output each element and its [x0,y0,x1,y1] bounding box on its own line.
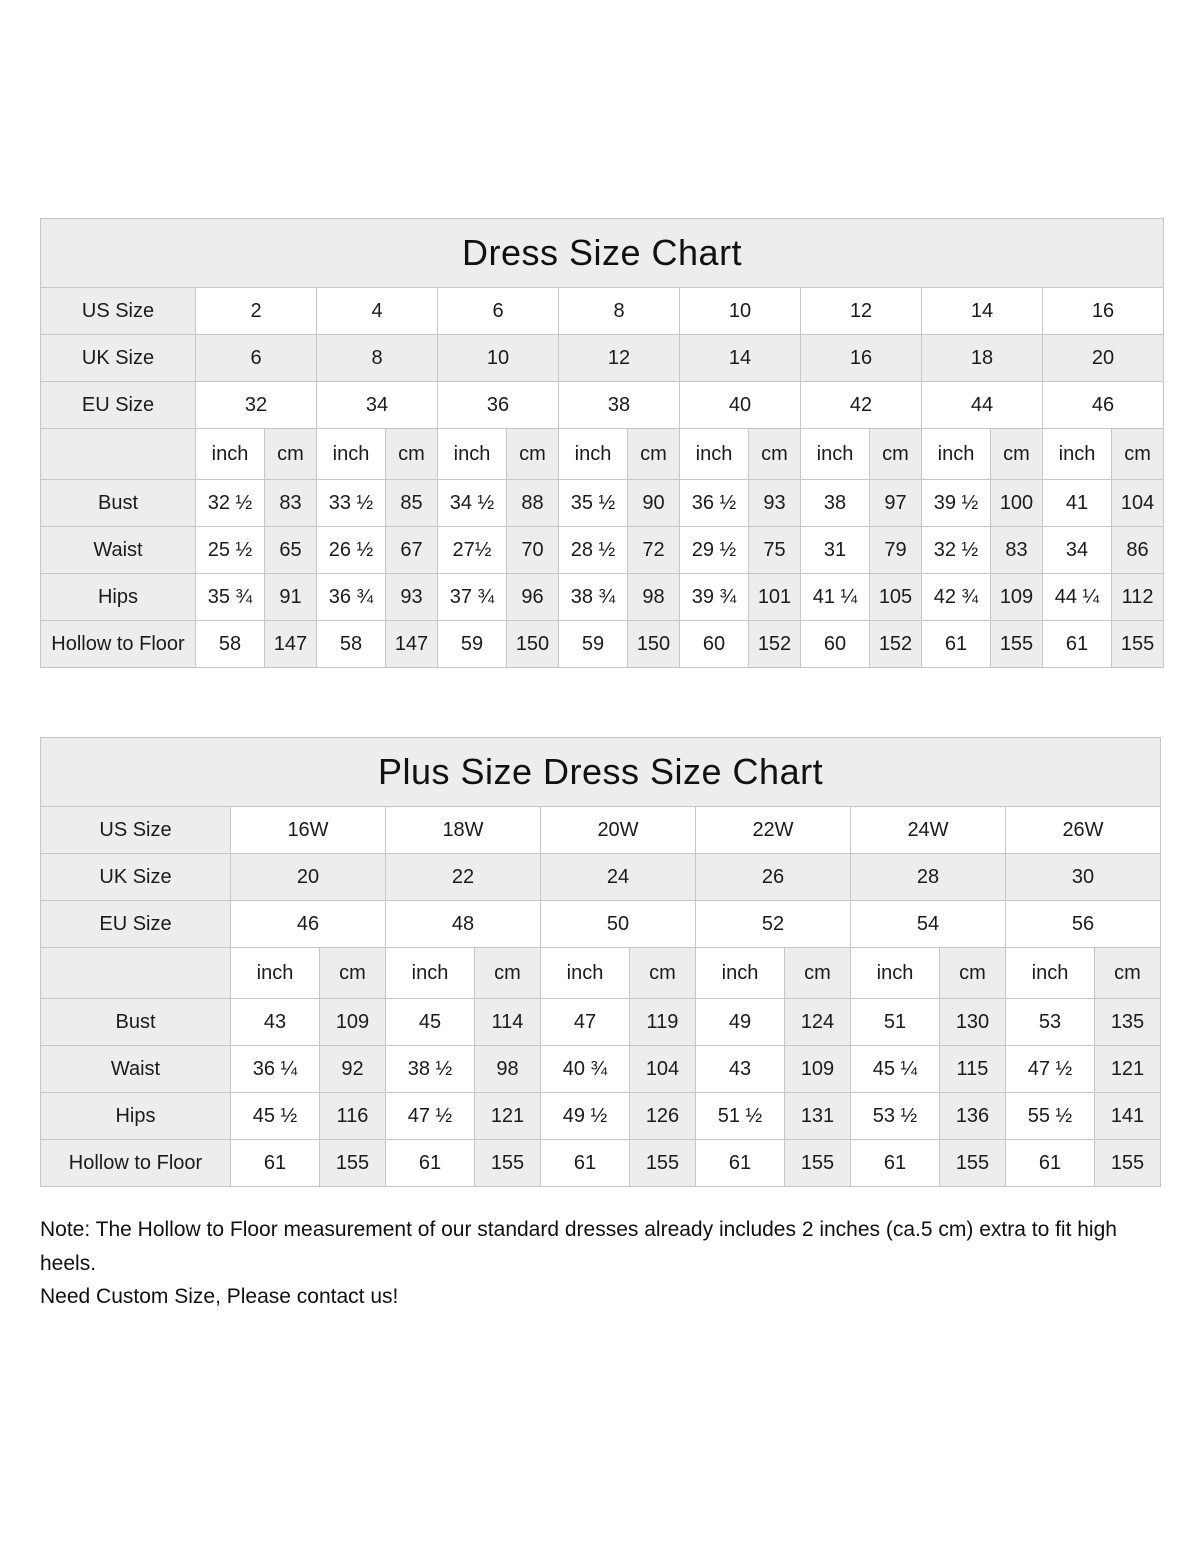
measure-cm-value: 70 [507,527,559,574]
measure-inch-value: 51 ½ [696,1093,785,1140]
plus-size-dress-size-chart [40,737,1160,1187]
size-value-cell: 20 [231,854,386,901]
measure-cm-value: 116 [320,1093,386,1140]
measure-inch-value: 61 [1006,1140,1095,1187]
row-label: Hips [41,1093,231,1140]
row-label: US Size [41,807,231,854]
unit-cm-header: cm [940,948,1006,999]
measure-cm-value: 155 [475,1140,541,1187]
measure-row [41,999,1161,1046]
unit-header-row [41,948,1161,999]
size-table [40,218,1164,668]
row-label: Waist [41,527,196,574]
note-custom-size: Need Custom Size, Please contact us! [40,1285,399,1309]
measure-cm-value: 67 [386,527,438,574]
measure-inch-value: 36 ¼ [231,1046,320,1093]
measure-inch-value: 34 ½ [438,480,507,527]
measure-cm-value: 141 [1095,1093,1161,1140]
measure-inch-value: 38 ¾ [559,574,628,621]
unit-cm-header: cm [320,948,386,999]
measure-inch-value: 41 ¼ [801,574,870,621]
unit-inch-header: inch [1043,429,1112,480]
size-value-cell: 26 [696,854,851,901]
measure-inch-value: 58 [196,621,265,668]
measure-inch-value: 36 ½ [680,480,749,527]
measure-inch-value: 61 [231,1140,320,1187]
measure-cm-value: 86 [1112,527,1164,574]
row-label: EU Size [41,382,196,429]
measure-inch-value: 38 [801,480,870,527]
measure-cm-value: 98 [628,574,680,621]
measure-inch-value: 47 [541,999,630,1046]
measure-inch-value: 37 ¾ [438,574,507,621]
size-value-cell: 6 [196,335,317,382]
size-value-cell: 12 [801,288,922,335]
measure-inch-value: 44 ¼ [1043,574,1112,621]
unit-inch-header: inch [317,429,386,480]
row-label: EU Size [41,901,231,948]
measure-cm-value: 65 [265,527,317,574]
unit-inch-header: inch [696,948,785,999]
unit-inch-header: inch [196,429,265,480]
measure-cm-value: 136 [940,1093,1006,1140]
unit-cm-header: cm [386,429,438,480]
size-value-cell: 22W [696,807,851,854]
size-value-cell: 52 [696,901,851,948]
row-label: Bust [41,480,196,527]
measure-cm-value: 126 [630,1093,696,1140]
measure-inch-value: 60 [680,621,749,668]
measure-inch-value: 39 ¾ [680,574,749,621]
measure-inch-value: 49 ½ [541,1093,630,1140]
measure-inch-value: 38 ½ [386,1046,475,1093]
size-value-cell: 16 [1043,288,1164,335]
measure-inch-value: 61 [922,621,991,668]
measure-inch-value: 34 [1043,527,1112,574]
unit-cm-header: cm [265,429,317,480]
measure-row [41,527,1164,574]
measure-cm-value: 92 [320,1046,386,1093]
size-value-cell: 10 [680,288,801,335]
measure-cm-value: 155 [1095,1140,1161,1187]
size-table [40,737,1161,1187]
size-value-cell: 22 [386,854,541,901]
row-label [41,948,231,999]
size-value-cell: 24 [541,854,696,901]
unit-inch-header: inch [559,429,628,480]
size-row [41,335,1164,382]
measure-inch-value: 31 [801,527,870,574]
measure-cm-value: 91 [265,574,317,621]
measure-inch-value: 35 ¾ [196,574,265,621]
measure-cm-value: 114 [475,999,541,1046]
measure-cm-value: 135 [1095,999,1161,1046]
size-value-cell: 16 [801,335,922,382]
size-value-cell: 12 [559,335,680,382]
measure-row [41,1046,1161,1093]
size-value-cell: 50 [541,901,696,948]
measure-cm-value: 121 [475,1093,541,1140]
measure-cm-value: 93 [386,574,438,621]
measure-inch-value: 25 ½ [196,527,265,574]
row-label: UK Size [41,335,196,382]
size-value-cell: 14 [680,335,801,382]
unit-cm-header: cm [507,429,559,480]
measure-inch-value: 33 ½ [317,480,386,527]
measure-cm-value: 97 [870,480,922,527]
measure-cm-value: 155 [630,1140,696,1187]
size-value-cell: 46 [1043,382,1164,429]
size-value-cell: 38 [559,382,680,429]
notes-section [40,1213,1160,1314]
size-value-cell: 20W [541,807,696,854]
measure-inch-value: 47 ½ [1006,1046,1095,1093]
measure-inch-value: 39 ½ [922,480,991,527]
unit-inch-header: inch [851,948,940,999]
measure-inch-value: 36 ¾ [317,574,386,621]
measure-inch-value: 49 [696,999,785,1046]
measure-row [41,1140,1161,1187]
measure-inch-value: 61 [541,1140,630,1187]
chart-title: Plus Size Dress Size Chart [41,738,1161,807]
unit-inch-header: inch [922,429,991,480]
size-value-cell: 8 [317,335,438,382]
measure-cm-value: 155 [940,1140,1006,1187]
size-row [41,854,1161,901]
measure-cm-value: 119 [630,999,696,1046]
unit-cm-header: cm [1112,429,1164,480]
size-value-cell: 34 [317,382,438,429]
measure-inch-value: 26 ½ [317,527,386,574]
size-value-cell: 2 [196,288,317,335]
size-row [41,288,1164,335]
measure-cm-value: 100 [991,480,1043,527]
unit-inch-header: inch [231,948,320,999]
measure-cm-value: 88 [507,480,559,527]
measure-inch-value: 55 ½ [1006,1093,1095,1140]
size-value-cell: 20 [1043,335,1164,382]
measure-row [41,621,1164,668]
measure-row [41,1093,1161,1140]
measure-inch-value: 61 [851,1140,940,1187]
size-value-cell: 24W [851,807,1006,854]
row-label: US Size [41,288,196,335]
measure-inch-value: 43 [231,999,320,1046]
measure-inch-value: 45 ¼ [851,1046,940,1093]
size-value-cell: 4 [317,288,438,335]
measure-inch-value: 41 [1043,480,1112,527]
size-value-cell: 10 [438,335,559,382]
measure-inch-value: 27½ [438,527,507,574]
measure-inch-value: 47 ½ [386,1093,475,1140]
measure-cm-value: 155 [991,621,1043,668]
measure-cm-value: 109 [320,999,386,1046]
unit-header-row [41,429,1164,480]
measure-inch-value: 60 [801,621,870,668]
size-value-cell: 36 [438,382,559,429]
measure-cm-value: 79 [870,527,922,574]
unit-inch-header: inch [438,429,507,480]
size-row [41,901,1161,948]
size-value-cell: 18W [386,807,541,854]
size-value-cell: 46 [231,901,386,948]
measure-cm-value: 147 [265,621,317,668]
measure-cm-value: 98 [475,1046,541,1093]
size-value-cell: 14 [922,288,1043,335]
measure-inch-value: 32 ½ [922,527,991,574]
size-value-cell: 56 [1006,901,1161,948]
unit-cm-header: cm [749,429,801,480]
measure-inch-value: 42 ¾ [922,574,991,621]
measure-cm-value: 155 [320,1140,386,1187]
measure-cm-value: 104 [630,1046,696,1093]
unit-cm-header: cm [628,429,680,480]
unit-inch-header: inch [680,429,749,480]
measure-cm-value: 112 [1112,574,1164,621]
measure-inch-value: 28 ½ [559,527,628,574]
measure-cm-value: 104 [1112,480,1164,527]
measure-cm-value: 72 [628,527,680,574]
measure-inch-value: 45 ½ [231,1093,320,1140]
measure-inch-value: 58 [317,621,386,668]
size-value-cell: 26W [1006,807,1161,854]
measure-inch-value: 59 [438,621,507,668]
size-value-cell: 30 [1006,854,1161,901]
measure-cm-value: 115 [940,1046,1006,1093]
measure-cm-value: 152 [870,621,922,668]
size-value-cell: 40 [680,382,801,429]
measure-row [41,574,1164,621]
unit-inch-header: inch [541,948,630,999]
row-label: Hollow to Floor [41,621,196,668]
chart-title: Dress Size Chart [41,219,1164,288]
measure-cm-value: 150 [628,621,680,668]
measure-row [41,480,1164,527]
size-value-cell: 42 [801,382,922,429]
row-label: UK Size [41,854,231,901]
measure-cm-value: 93 [749,480,801,527]
size-value-cell: 32 [196,382,317,429]
measure-cm-value: 155 [785,1140,851,1187]
row-label: Hips [41,574,196,621]
measure-cm-value: 75 [749,527,801,574]
row-label: Hollow to Floor [41,1140,231,1187]
size-value-cell: 16W [231,807,386,854]
measure-inch-value: 53 ½ [851,1093,940,1140]
measure-inch-value: 43 [696,1046,785,1093]
unit-cm-header: cm [870,429,922,480]
measure-inch-value: 35 ½ [559,480,628,527]
size-value-cell: 54 [851,901,1006,948]
unit-inch-header: inch [1006,948,1095,999]
size-value-cell: 48 [386,901,541,948]
unit-inch-header: inch [801,429,870,480]
measure-inch-value: 45 [386,999,475,1046]
unit-cm-header: cm [785,948,851,999]
measure-inch-value: 40 ¾ [541,1046,630,1093]
measure-cm-value: 152 [749,621,801,668]
row-label: Bust [41,999,231,1046]
measure-inch-value: 32 ½ [196,480,265,527]
measure-cm-value: 101 [749,574,801,621]
measure-cm-value: 109 [785,1046,851,1093]
unit-cm-header: cm [630,948,696,999]
unit-inch-header: inch [386,948,475,999]
measure-inch-value: 29 ½ [680,527,749,574]
measure-cm-value: 150 [507,621,559,668]
row-label [41,429,196,480]
unit-cm-header: cm [991,429,1043,480]
measure-cm-value: 83 [991,527,1043,574]
measure-inch-value: 59 [559,621,628,668]
measure-inch-value: 53 [1006,999,1095,1046]
measure-cm-value: 83 [265,480,317,527]
measure-inch-value: 61 [386,1140,475,1187]
measure-cm-value: 105 [870,574,922,621]
size-table-container [40,737,1160,1187]
size-row [41,382,1164,429]
measure-cm-value: 109 [991,574,1043,621]
measure-cm-value: 131 [785,1093,851,1140]
measure-cm-value: 155 [1112,621,1164,668]
size-value-cell: 18 [922,335,1043,382]
size-value-cell: 6 [438,288,559,335]
measure-cm-value: 124 [785,999,851,1046]
note-hollow-to-floor: Note: The Hollow to Floor measurement of our standard dresses already includes 2 inches (ca.5 cm) extra to fit high heels. [40,1218,1117,1275]
measure-cm-value: 130 [940,999,1006,1046]
unit-cm-header: cm [1095,948,1161,999]
size-value-cell: 28 [851,854,1006,901]
row-label: Waist [41,1046,231,1093]
measure-cm-value: 90 [628,480,680,527]
measure-cm-value: 85 [386,480,438,527]
measure-inch-value: 61 [1043,621,1112,668]
size-value-cell: 44 [922,382,1043,429]
size-table-container [40,218,1160,668]
measure-inch-value: 51 [851,999,940,1046]
measure-cm-value: 121 [1095,1046,1161,1093]
measure-cm-value: 147 [386,621,438,668]
unit-cm-header: cm [475,948,541,999]
dress-size-chart [40,218,1160,668]
measure-cm-value: 96 [507,574,559,621]
measure-inch-value: 61 [696,1140,785,1187]
size-row [41,807,1161,854]
size-value-cell: 8 [559,288,680,335]
